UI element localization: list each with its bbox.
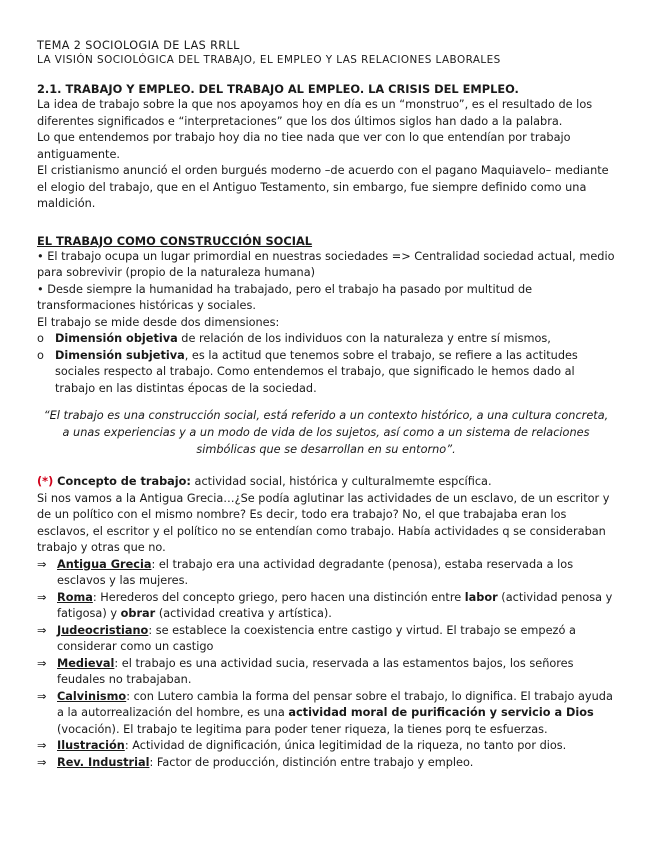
era-text: : Actividad de dignificación, única legitimidad de la riqueza, no tanto por dios.	[124, 739, 567, 752]
concept-text: actividad social, histórica y culturalmemte espcífica.	[190, 475, 492, 488]
list-item: ⇒ Calvinismo: con Lutero cambia la forma del pensar sobre el trabajo, lo dignifica. El trabajo ayuda a la autorrealización del hombre, es una actividad moral de purificación y servicio a Dios (vocación). El trabajo te legitima para poder tener riqueza, la tienes porq te esfuerzas.	[37, 689, 615, 739]
section-title-construccion-social: EL TRABAJO COMO CONSTRUCCIÓN SOCIAL	[37, 233, 313, 248]
arrow-icon: ⇒	[37, 590, 47, 604]
arrow-icon: ⇒	[37, 755, 47, 769]
list-marker: o	[37, 348, 44, 362]
asterisk-marker: (*)	[37, 475, 54, 488]
list-item	[37, 738, 615, 755]
paragraph: El cristianismo anunció el orden burgués moderno –de acuerdo con el pagano Maquiavelo– mediante el elogio del trabajo, que en el Antiguo Testamento, sin embargo, fue siempre definido como una maldición.	[37, 164, 609, 210]
document-header-subtitle: LA VISIÓN SOCIOLÓGICA DEL TRABAJO, EL EMPLEO Y LAS RELACIONES LABORALES	[37, 54, 501, 66]
era-text: : el trabajo es una actividad sucia, reservada a las estamentos bajos, los señores feudales no trabajaban.	[57, 656, 574, 686]
era-text: : se establece la coexistencia entre castigo y virtud. El trabajo se empezó a considerar como un castigo	[57, 623, 576, 653]
era-label: Ilustración	[57, 739, 125, 752]
paragraph: Lo que entendemos por trabajo hoy dia no tiee nada que ver con lo que entendían por trabajo antiguamente.	[37, 131, 571, 161]
block-quote: “El trabajo es una construcción social, está referido a un contexto histórico, a una cultura concreta, a unas experiencias y a un modo de vida de los sujetos, así como a un sistema de relaciones simbólicas que se desarrollan en su entorno”.	[43, 409, 609, 456]
paragraph: La idea de trabajo sobre la que nos apoyamos hoy en día es un “monstruo”, es el resultado de los diferentes significados e “interpretaciones” que los dos últimos siglos han dado a la palabra.	[37, 98, 593, 128]
list-item	[37, 755, 615, 772]
era-label: Antigua Grecia	[57, 557, 152, 571]
arrow-icon: ⇒	[37, 689, 47, 703]
document-header-title: TEMA 2 SOCIOLOGIA DE LAS RRLL	[37, 39, 240, 52]
era-label: Judeocristiano	[57, 623, 149, 637]
list-item: ⇒ Roma: Herederos del concepto griego, pero hacen una distinción entre labor (actividad penosa y fatigosa) y obrar (actividad creativa y artística).	[37, 590, 615, 623]
paragraph: Si nos vamos a la Antigua Grecia…¿Se podía aglutinar las actividades de un esclavo, de un escritor y de un político con el mismo nombre? Es decir, todo era trabajo? No, el que trabajaba eran los esclavos, el escritor y el político no se entendían como trabajo. Había actividades q se consideraban trabajo y otras que no.	[37, 491, 610, 554]
list-item	[37, 656, 615, 689]
arrow-icon: ⇒	[37, 656, 47, 670]
list-item	[37, 348, 615, 398]
term-label: Dimensión subjetiva	[55, 348, 185, 362]
section-title-trabajo-empleo: 2.1. TRABAJO Y EMPLEO. DEL TRABAJO AL EMPLEO. LA CRISIS DEL EMPLEO.	[37, 82, 519, 96]
list-item	[37, 331, 615, 348]
bullet-paragraph: • El trabajo ocupa un lugar primordial en nuestras sociedades => Centralidad sociedad actual, medio para sobrevivir (propio de la naturaleza humana)	[37, 249, 615, 279]
dimensions-intro: El trabajo se mide desde dos dimensiones:	[37, 315, 280, 329]
era-text: : el trabajo era una actividad degradante (penosa), estaba reservada a los esclavos y las mujeres.	[57, 557, 574, 587]
list-item	[37, 623, 615, 656]
term-label: Dimensión objetiva	[55, 332, 178, 345]
list-item	[37, 557, 615, 590]
document-page	[37, 38, 615, 771]
term-text: de relación de los individuos con la naturaleza y entre sí mismos,	[177, 332, 551, 345]
era-text: : Factor de producción, distinción entre trabajo y empleo.	[149, 755, 474, 769]
era-label: Roma	[57, 590, 93, 604]
concept-label: Concepto de trabajo:	[53, 475, 191, 488]
arrow-icon: ⇒	[37, 739, 47, 752]
arrow-icon: ⇒	[37, 557, 47, 571]
era-label: Medieval	[57, 656, 115, 670]
list-marker: o	[37, 332, 44, 345]
bullet-paragraph: • Desde siempre la humanidad ha trabajado, pero el trabajo ha pasado por multitud de transformaciones históricas y sociales.	[37, 282, 533, 312]
era-label: Rev. Industrial	[57, 755, 150, 769]
arrow-icon: ⇒	[37, 623, 47, 637]
term-text: , es la actitud que tenemos sobre el trabajo, se refiere a las actitudes sociales respecto al trabajo. Como entendemos el trabajo, que significado le hemos dado al trabajo en las distintas épocas de la sociedad.	[55, 348, 578, 395]
era-label: Calvinismo	[57, 689, 127, 703]
concept-definition	[37, 474, 615, 491]
